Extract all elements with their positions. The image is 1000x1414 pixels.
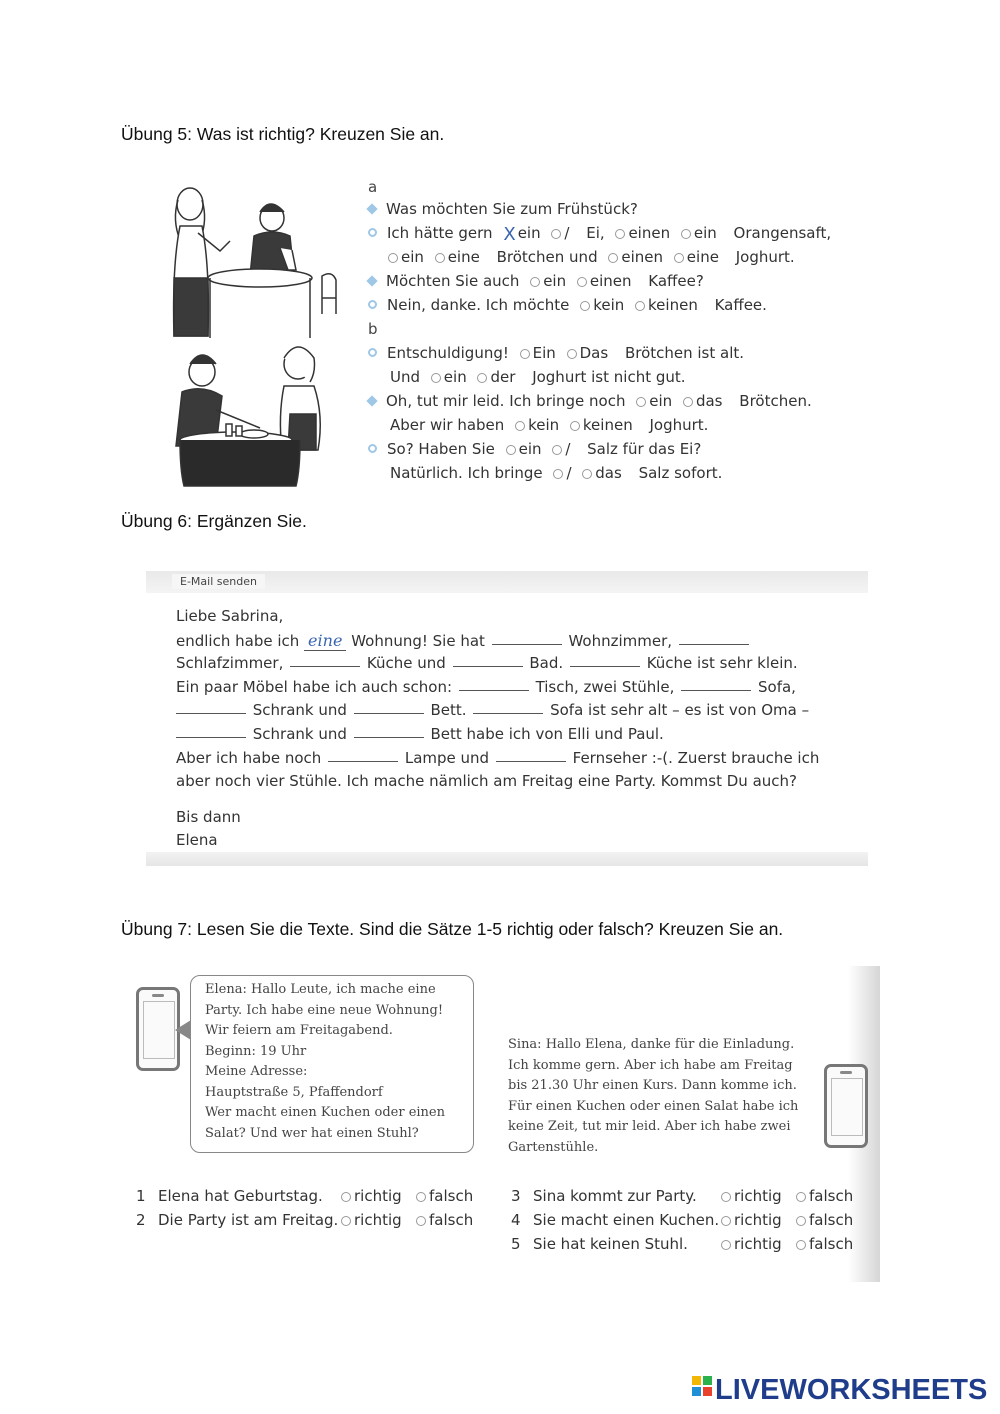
option-none[interactable]: /: [552, 438, 570, 460]
option-eine[interactable]: eine: [435, 246, 480, 268]
option-kein[interactable]: kein: [580, 294, 624, 316]
email-row-1: endlich habe ich eine Wohnung! Sie hat Wohnzimmer,: [176, 629, 836, 653]
radio-icon: [416, 1216, 426, 1226]
statement-5-richtig[interactable]: richtig: [721, 1233, 782, 1255]
statement-5-falsch[interactable]: falsch: [796, 1233, 853, 1255]
statement-2-falsch[interactable]: falsch: [416, 1209, 473, 1231]
logo-square: [692, 1387, 701, 1396]
email-footer-bar: [146, 852, 868, 866]
cross-mark-icon: X: [503, 224, 516, 245]
option-eine[interactable]: eine: [674, 246, 719, 268]
email-form: [146, 565, 868, 867]
logo-squares-icon: [692, 1376, 712, 1396]
statement-3: 3 Sina kommt zur Party.: [511, 1187, 697, 1205]
option-ein[interactable]: ein: [681, 222, 717, 244]
option-ein-checked[interactable]: X ein: [503, 224, 541, 245]
dialog-line-b3: Oh, tut mir leid. Ich bringe noch ein das Brötchen.: [368, 390, 812, 412]
message-line: Für einen Kuchen oder einen Salat habe ich: [508, 1098, 799, 1114]
email-row-6: Aber ich habe noch Lampe und Fernseher :-(. Zuerst brauche ich: [176, 748, 820, 767]
radio-icon: [341, 1216, 351, 1226]
cafe-illustration: [160, 178, 350, 490]
radio-icon: [551, 229, 561, 239]
message-line: Meine Adresse:: [205, 1064, 308, 1079]
blank-input[interactable]: [290, 655, 360, 667]
radio-icon: [431, 373, 441, 383]
option-das[interactable]: Das: [567, 342, 609, 364]
dialog-line-b2: Und ein der Joghurt ist nicht gut.: [390, 368, 686, 386]
filled-answer[interactable]: eine: [304, 631, 346, 651]
blank-input[interactable]: [453, 655, 523, 667]
elena-message-text: [205, 980, 471, 1144]
radio-icon: [636, 397, 646, 407]
word-ei: Ei,: [586, 224, 605, 242]
logo-square: [703, 1376, 712, 1385]
dialog-line-a2: [368, 222, 831, 244]
radio-icon: [530, 277, 540, 287]
option-ein[interactable]: ein: [506, 438, 542, 460]
logo-text: LIVEWORKSHEETS: [715, 1374, 988, 1406]
radio-icon: [416, 1192, 426, 1202]
radio-icon: [721, 1192, 731, 1202]
statement-1-falsch[interactable]: falsch: [416, 1185, 473, 1207]
diamond-bullet-icon: [366, 275, 377, 286]
option-ein[interactable]: ein: [636, 390, 672, 412]
radio-icon: [681, 229, 691, 239]
phone-icon: [136, 987, 180, 1071]
chair-top: [322, 274, 336, 314]
dialog-line-a1: [368, 198, 638, 220]
line-text: Was möchten Sie zum Frühstück?: [386, 200, 638, 218]
option-ein[interactable]: ein: [431, 366, 467, 388]
message-line: keine Zeit, tut mir leid. Aber ich habe zwei: [508, 1119, 791, 1134]
message-line: Ich komme gern. Aber ich habe am Freitag: [508, 1057, 793, 1073]
blank-input[interactable]: [176, 702, 246, 714]
blank-input[interactable]: [570, 655, 640, 667]
phone-icon: [824, 1064, 868, 1148]
message-line: Wir feiern am Freitagabend.: [205, 1023, 393, 1038]
line-lead: Ich hätte gern: [387, 224, 493, 242]
word-orangensaft: Orangensaft,: [733, 224, 832, 242]
statement-4-richtig[interactable]: richtig: [721, 1209, 782, 1231]
message-line: Elena: Hallo Leute, ich mache eine: [205, 982, 436, 997]
radio-icon: [635, 301, 645, 311]
waitress2-figure: [280, 347, 320, 450]
option-das[interactable]: das: [683, 390, 723, 412]
customer-figure: [250, 204, 296, 276]
statement-2-richtig[interactable]: richtig: [341, 1209, 402, 1231]
option-einen[interactable]: einen: [577, 270, 632, 292]
blank-input[interactable]: [473, 702, 543, 714]
radio-icon: [341, 1192, 351, 1202]
logo-square: [703, 1387, 712, 1396]
radio-icon: [582, 469, 592, 479]
blank-input[interactable]: [679, 633, 749, 645]
radio-icon: [796, 1216, 806, 1226]
waitress-figure: [174, 188, 230, 336]
dialog-line-b4: Aber wir haben kein keinen Joghurt.: [390, 416, 709, 434]
email-row-5: Schrank und Bett habe ich von Elli und Paul.: [176, 723, 836, 747]
liveworksheets-logo[interactable]: [692, 1374, 987, 1406]
word-salz: Salz für das Ei?: [587, 440, 702, 458]
message-line: bis 21.30 Uhr einen Kurs. Dann komme ich.: [508, 1078, 797, 1093]
word-kaffee: Kaffee?: [648, 272, 704, 290]
dialog-line-b6: Natürlich. Ich bringe / das Salz sofort.: [390, 464, 723, 482]
word-joghurt: Joghurt.: [649, 416, 709, 434]
message-line: Wer macht einen Kuchen oder einen: [205, 1105, 445, 1120]
option-keinen[interactable]: keinen: [570, 414, 633, 436]
radio-icon: [796, 1240, 806, 1250]
option-einen[interactable]: einen: [608, 246, 663, 268]
dialog-line-b5: So? Haben Sie ein / Salz für das Ei?: [368, 438, 701, 460]
blank-input[interactable]: [328, 750, 398, 762]
option-ein[interactable]: ein: [388, 246, 424, 268]
diamond-bullet-icon: [366, 395, 377, 406]
email-closing: Bis dann: [176, 807, 241, 826]
statement-3-richtig[interactable]: richtig: [721, 1185, 782, 1207]
section-b-label: b: [368, 320, 378, 338]
radio-icon: [796, 1192, 806, 1202]
blank-input[interactable]: [492, 633, 562, 645]
radio-icon: [388, 253, 398, 263]
dialog-line-b1: Entschuldigung! Ein Das Brötchen ist alt.: [368, 342, 744, 364]
radio-icon: [553, 469, 563, 479]
exercise-6-heading: Übung 6: Ergänzen Sie.: [121, 511, 307, 531]
radio-icon: [520, 349, 530, 359]
option-none[interactable]: /: [553, 462, 571, 484]
message-line: Party. Ich habe eine neue Wohnung!: [205, 1002, 444, 1018]
circle-bullet-icon: [368, 348, 377, 357]
statement-4-falsch[interactable]: falsch: [796, 1209, 853, 1231]
word-broetchen: Brötchen.: [739, 392, 812, 410]
radio-icon: [477, 373, 487, 383]
statement-3-falsch[interactable]: falsch: [796, 1185, 853, 1207]
statement-1: 1 Elena hat Geburtstag.: [136, 1187, 323, 1205]
message-line: Hauptstraße 5, Pfaffendorf: [205, 1084, 383, 1100]
message-line: Beginn: 19 Uhr: [205, 1043, 307, 1059]
radio-icon: [515, 421, 525, 431]
email-tab-label: E-Mail senden: [172, 574, 265, 589]
sina-message-text: [508, 1035, 818, 1158]
circle-bullet-icon: [368, 228, 377, 237]
option-ein[interactable]: Ein: [520, 342, 556, 364]
option-der[interactable]: der: [477, 366, 515, 388]
word-salz-sofort: Salz sofort.: [638, 464, 723, 482]
statement-1-richtig[interactable]: richtig: [341, 1185, 402, 1207]
email-greeting: Liebe Sabrina,: [176, 607, 284, 625]
statement-5: 5 Sie hat keinen Stuhl.: [511, 1235, 688, 1253]
radio-icon: [577, 277, 587, 287]
blank-input[interactable]: [496, 750, 566, 762]
radio-icon: [567, 349, 577, 359]
radio-icon: [674, 253, 684, 263]
section-a-label: a: [368, 178, 378, 196]
radio-icon: [506, 445, 516, 455]
table-top: [208, 269, 312, 338]
radio-icon: [615, 229, 625, 239]
blank-input[interactable]: [354, 726, 424, 738]
word-joghurt: Joghurt.: [735, 248, 795, 266]
exercise-7-heading: Übung 7: Lesen Sie die Texte. Sind die Sätze 1-5 richtig oder falsch? Kreuzen Sie an.: [121, 919, 784, 939]
option-keinen[interactable]: keinen: [635, 294, 698, 316]
exercise-5-heading: Übung 5: Was ist richtig? Kreuzen Sie an.: [121, 124, 445, 144]
radio-icon: [608, 253, 618, 263]
word-joghurt-gut: Joghurt ist nicht gut.: [532, 368, 686, 386]
option-das[interactable]: das: [582, 462, 622, 484]
dialog-line-a5: Nein, danke. Ich möchte kein keinen Kaffee.: [368, 294, 767, 316]
option-kein[interactable]: kein: [515, 414, 559, 436]
radio-icon: [721, 1240, 731, 1250]
word-kaffee: Kaffee.: [714, 296, 767, 314]
radio-icon: [721, 1216, 731, 1226]
dialog-line-a4: Möchten Sie auch ein einen Kaffee?: [368, 270, 704, 292]
message-line: Sina: Hallo Elena, danke für die Einladung.: [508, 1037, 795, 1052]
diamond-bullet-icon: [366, 203, 377, 214]
blank-input[interactable]: [681, 679, 751, 691]
circle-bullet-icon: [368, 444, 377, 453]
email-row-2: Schlafzimmer, Küche und Bad. Küche ist sehr klein.: [176, 654, 798, 673]
blank-input[interactable]: [354, 702, 424, 714]
logo-square: [692, 1376, 701, 1385]
blank-input[interactable]: [459, 679, 529, 691]
circle-bullet-icon: [368, 300, 377, 309]
email-row-3: Ein paar Möbel habe ich auch schon: Tisch, zwei Stühle, Sofa,: [176, 677, 796, 696]
email-signature: Elena: [176, 831, 218, 850]
radio-icon: [683, 397, 693, 407]
blank-input[interactable]: [176, 726, 246, 738]
option-einen[interactable]: einen: [615, 222, 670, 244]
radio-icon: [552, 445, 562, 455]
email-row-4: Schrank und Bett. Sofa ist sehr alt – es ist von Oma –: [176, 699, 836, 723]
message-line: Gartenstühle.: [508, 1139, 599, 1155]
email-row-7: aber noch vier Stühle. Ich mache nämlich am Freitag eine Party. Kommst Du auch?: [176, 772, 797, 791]
radio-icon: [435, 253, 445, 263]
radio-icon: [570, 421, 580, 431]
option-ein[interactable]: ein: [530, 270, 566, 292]
email-body: [176, 605, 836, 853]
message-line: Salat? Und wer hat einen Stuhl?: [205, 1125, 419, 1141]
word-broetchen: Brötchen und: [496, 248, 598, 266]
email-header-bar: [146, 571, 868, 593]
word-broetchen-alt: Brötchen ist alt.: [624, 344, 745, 362]
radio-icon: [580, 301, 590, 311]
option-none[interactable]: /: [551, 222, 569, 244]
statement-2: 2 Die Party ist am Freitag.: [136, 1211, 339, 1229]
bubble-tail: [175, 1020, 191, 1040]
dialog-line-a3: [388, 246, 795, 268]
statement-4: 4 Sie macht einen Kuchen.: [511, 1211, 720, 1229]
